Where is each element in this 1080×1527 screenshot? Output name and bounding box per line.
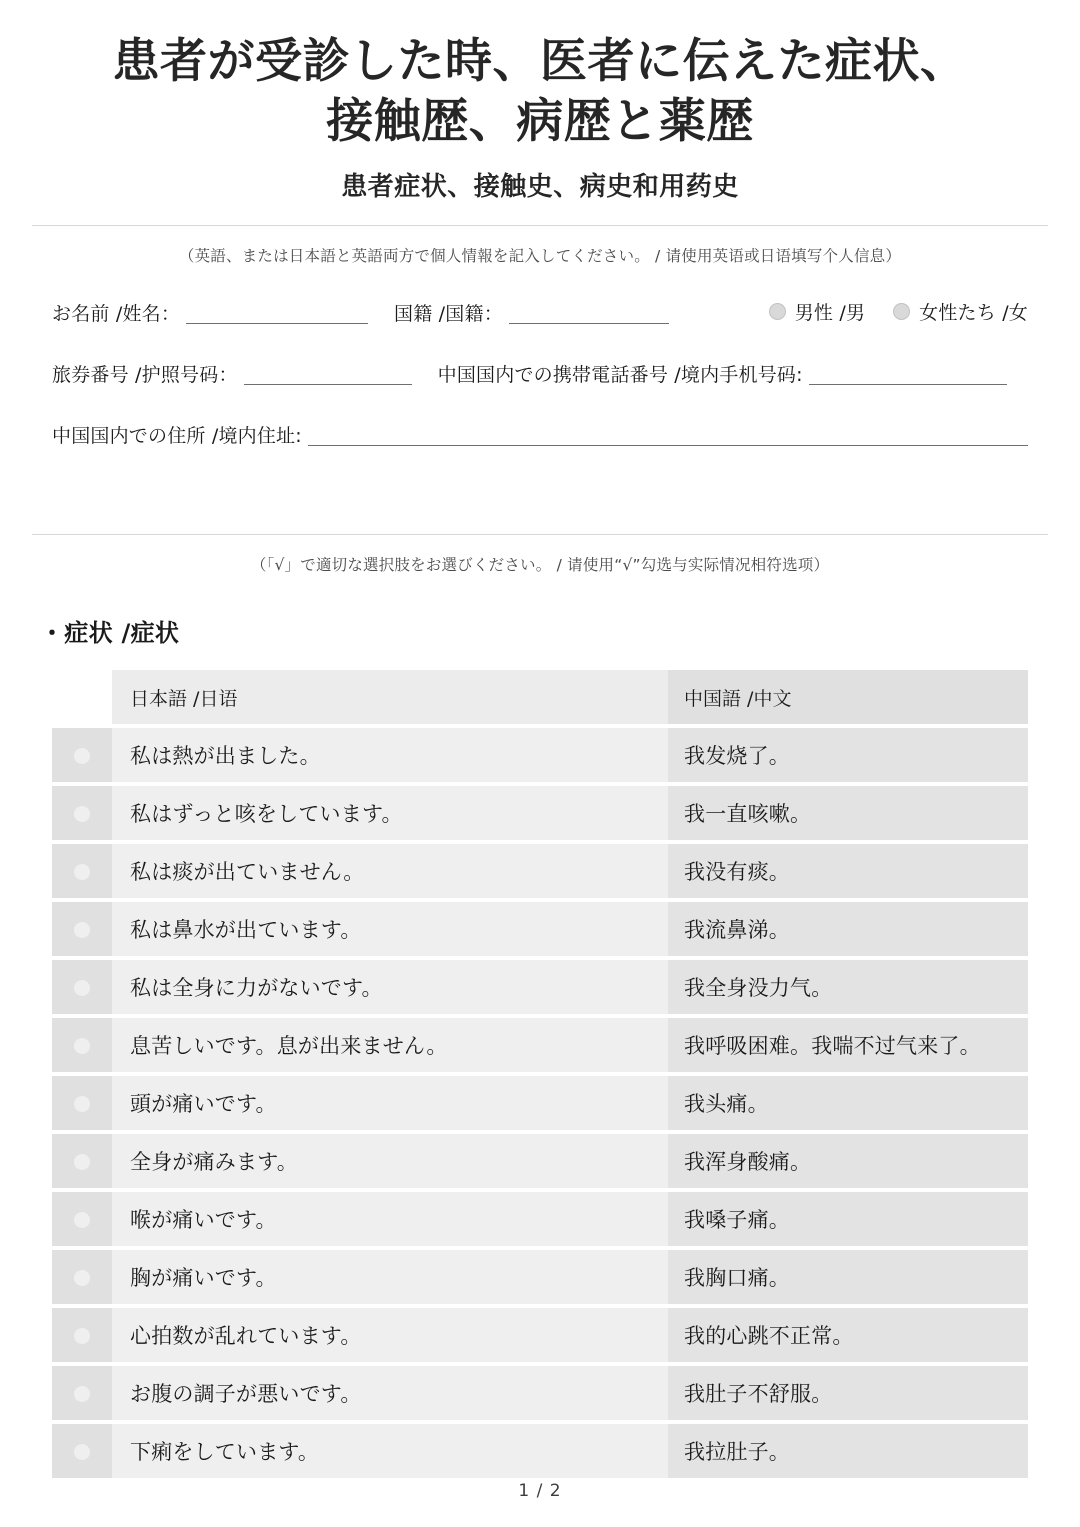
symptoms-table: [52, 666, 1028, 1482]
symptom-japanese-text: 私はずっと咳をしています。: [112, 786, 668, 840]
table-row: [52, 1424, 1028, 1478]
symptom-checkbox-cell[interactable]: [52, 1076, 112, 1130]
table-row: [52, 844, 1028, 898]
checkbox-circle-icon[interactable]: [74, 1444, 90, 1460]
form-row-address: [52, 421, 1028, 448]
checkbox-circle-icon[interactable]: [74, 1328, 90, 1344]
symptom-japanese-text: お腹の調子が悪いです。: [112, 1366, 668, 1420]
symptoms-section-heading: ・症状 /症状: [40, 619, 180, 648]
page-footer: 1 / 2: [518, 1481, 562, 1501]
table-row: [52, 1018, 1028, 1072]
nationality-input[interactable]: [509, 301, 669, 324]
symptom-checkbox-cell[interactable]: [52, 1018, 112, 1072]
document-title-line2: 接触歴、病歴と薬歴: [326, 94, 754, 150]
form-row-name-nationality-gender: [52, 298, 1028, 326]
table-row: [52, 1076, 1028, 1130]
address-label: 中国国内での住所 /境内住址:: [52, 425, 302, 448]
checkmark-note: （「√」で適切な選択肢をお選びください。 / 请使用“√”勾选与实际情况相符选项）: [250, 556, 830, 575]
symptom-checkbox-cell[interactable]: [52, 844, 112, 898]
address-input[interactable]: [308, 423, 1028, 446]
personal-info-note: （英語、または日本語と英語両方で個人情報を記入してください。 / 请使用英语或日语填写个人信息）: [178, 247, 902, 266]
symptom-chinese-text: 我一直咳嗽。: [668, 786, 1028, 840]
radio-female[interactable]: [893, 303, 910, 320]
gender-radio-group: [769, 298, 1028, 325]
table-row: [52, 1366, 1028, 1420]
checkbox-circle-icon[interactable]: [74, 1096, 90, 1112]
symptom-checkbox-cell[interactable]: [52, 1192, 112, 1246]
radio-male[interactable]: [769, 303, 786, 320]
symptom-checkbox-cell[interactable]: [52, 1308, 112, 1362]
symptom-checkbox-cell[interactable]: [52, 728, 112, 782]
table-row: [52, 1192, 1028, 1246]
symptom-chinese-text: 我嗓子痛。: [668, 1192, 1028, 1246]
radio-female-label: 女性たち /女: [919, 302, 1028, 325]
table-header-row: [52, 670, 1028, 724]
checkbox-circle-icon[interactable]: [74, 806, 90, 822]
checkbox-circle-icon[interactable]: [74, 980, 90, 996]
symptom-chinese-text: 我的心跳不正常。: [668, 1308, 1028, 1362]
symptom-chinese-text: 我头痛。: [668, 1076, 1028, 1130]
checkbox-circle-icon[interactable]: [74, 1270, 90, 1286]
nationality-label: 国籍 /国籍：: [394, 303, 503, 326]
symptom-japanese-text: 私は熱が出ました。: [112, 728, 668, 782]
checkbox-circle-icon[interactable]: [74, 748, 90, 764]
divider-middle: [32, 534, 1048, 535]
symptom-chinese-text: 我发烧了。: [668, 728, 1028, 782]
table-row: [52, 786, 1028, 840]
symptom-japanese-text: 私は鼻水が出ています。: [112, 902, 668, 956]
name-input[interactable]: [186, 301, 368, 324]
radio-male-label: 男性 /男: [794, 302, 866, 325]
checkbox-circle-icon[interactable]: [74, 1212, 90, 1228]
table-row: [52, 960, 1028, 1014]
symptom-checkbox-cell[interactable]: [52, 786, 112, 840]
symptoms-table-head: [52, 670, 1028, 724]
table-row: [52, 1250, 1028, 1304]
table-row: [52, 902, 1028, 956]
symptom-chinese-text: 我全身没力气。: [668, 960, 1028, 1014]
column-header-japanese: 日本語 /日语: [112, 670, 668, 724]
symptoms-table-wrap: [0, 666, 1080, 1482]
header-check-cell: [52, 670, 112, 724]
symptom-japanese-text: 喉が痛いです。: [112, 1192, 668, 1246]
phone-input[interactable]: [809, 362, 1007, 385]
divider-top: [32, 225, 1048, 226]
table-row: [52, 1308, 1028, 1362]
symptom-chinese-text: 我肚子不舒服。: [668, 1366, 1028, 1420]
table-row: [52, 1134, 1028, 1188]
symptom-chinese-text: 我呼吸困难。我喘不过气来了。: [668, 1018, 1028, 1072]
symptom-japanese-text: 心拍数が乱れています。: [112, 1308, 668, 1362]
symptom-chinese-text: 我没有痰。: [668, 844, 1028, 898]
symptom-japanese-text: 私は痰が出ていません。: [112, 844, 668, 898]
symptom-japanese-text: 息苦しいです。息が出来ません。: [112, 1018, 668, 1072]
symptom-checkbox-cell[interactable]: [52, 1366, 112, 1420]
symptom-japanese-text: 胸が痛いです。: [112, 1250, 668, 1304]
symptom-checkbox-cell[interactable]: [52, 1424, 112, 1478]
table-row: [52, 728, 1028, 782]
document-title-line1: 患者が受診した時、医者に伝えた症状、: [112, 34, 968, 89]
symptom-checkbox-cell[interactable]: [52, 902, 112, 956]
passport-label: 旅券番号 /护照号码：: [52, 364, 238, 387]
column-header-chinese: 中国語 /中文: [668, 670, 1028, 724]
title-block: [0, 0, 1080, 203]
symptom-japanese-text: 頭が痛いです。: [112, 1076, 668, 1130]
symptom-japanese-text: 下痢をしています。: [112, 1424, 668, 1478]
form-row-passport-phone: [52, 360, 1028, 387]
symptom-checkbox-cell[interactable]: [52, 960, 112, 1014]
passport-input[interactable]: [244, 362, 412, 385]
name-label: お名前 /姓名：: [52, 303, 181, 326]
symptom-japanese-text: 私は全身に力がないです。: [112, 960, 668, 1014]
symptoms-table-body: [52, 728, 1028, 1478]
document-title: [40, 32, 1040, 152]
checkbox-circle-icon[interactable]: [74, 922, 90, 938]
symptom-chinese-text: 我胸口痛。: [668, 1250, 1028, 1304]
symptom-chinese-text: 我流鼻涕。: [668, 902, 1028, 956]
symptom-chinese-text: 我拉肚子。: [668, 1424, 1028, 1478]
checkbox-circle-icon[interactable]: [74, 1386, 90, 1402]
symptom-checkbox-cell[interactable]: [52, 1134, 112, 1188]
personal-info-form: [0, 298, 1080, 448]
checkbox-circle-icon[interactable]: [74, 1038, 90, 1054]
symptom-checkbox-cell[interactable]: [52, 1250, 112, 1304]
symptom-chinese-text: 我浑身酸痛。: [668, 1134, 1028, 1188]
phone-label: 中国国内での携帯電話番号 /境内手机号码:: [437, 364, 803, 387]
symptom-japanese-text: 全身が痛みます。: [112, 1134, 668, 1188]
document-subtitle: 患者症状、接触史、病史和用药史: [341, 172, 739, 203]
checkbox-circle-icon[interactable]: [74, 864, 90, 880]
checkbox-circle-icon[interactable]: [74, 1154, 90, 1170]
